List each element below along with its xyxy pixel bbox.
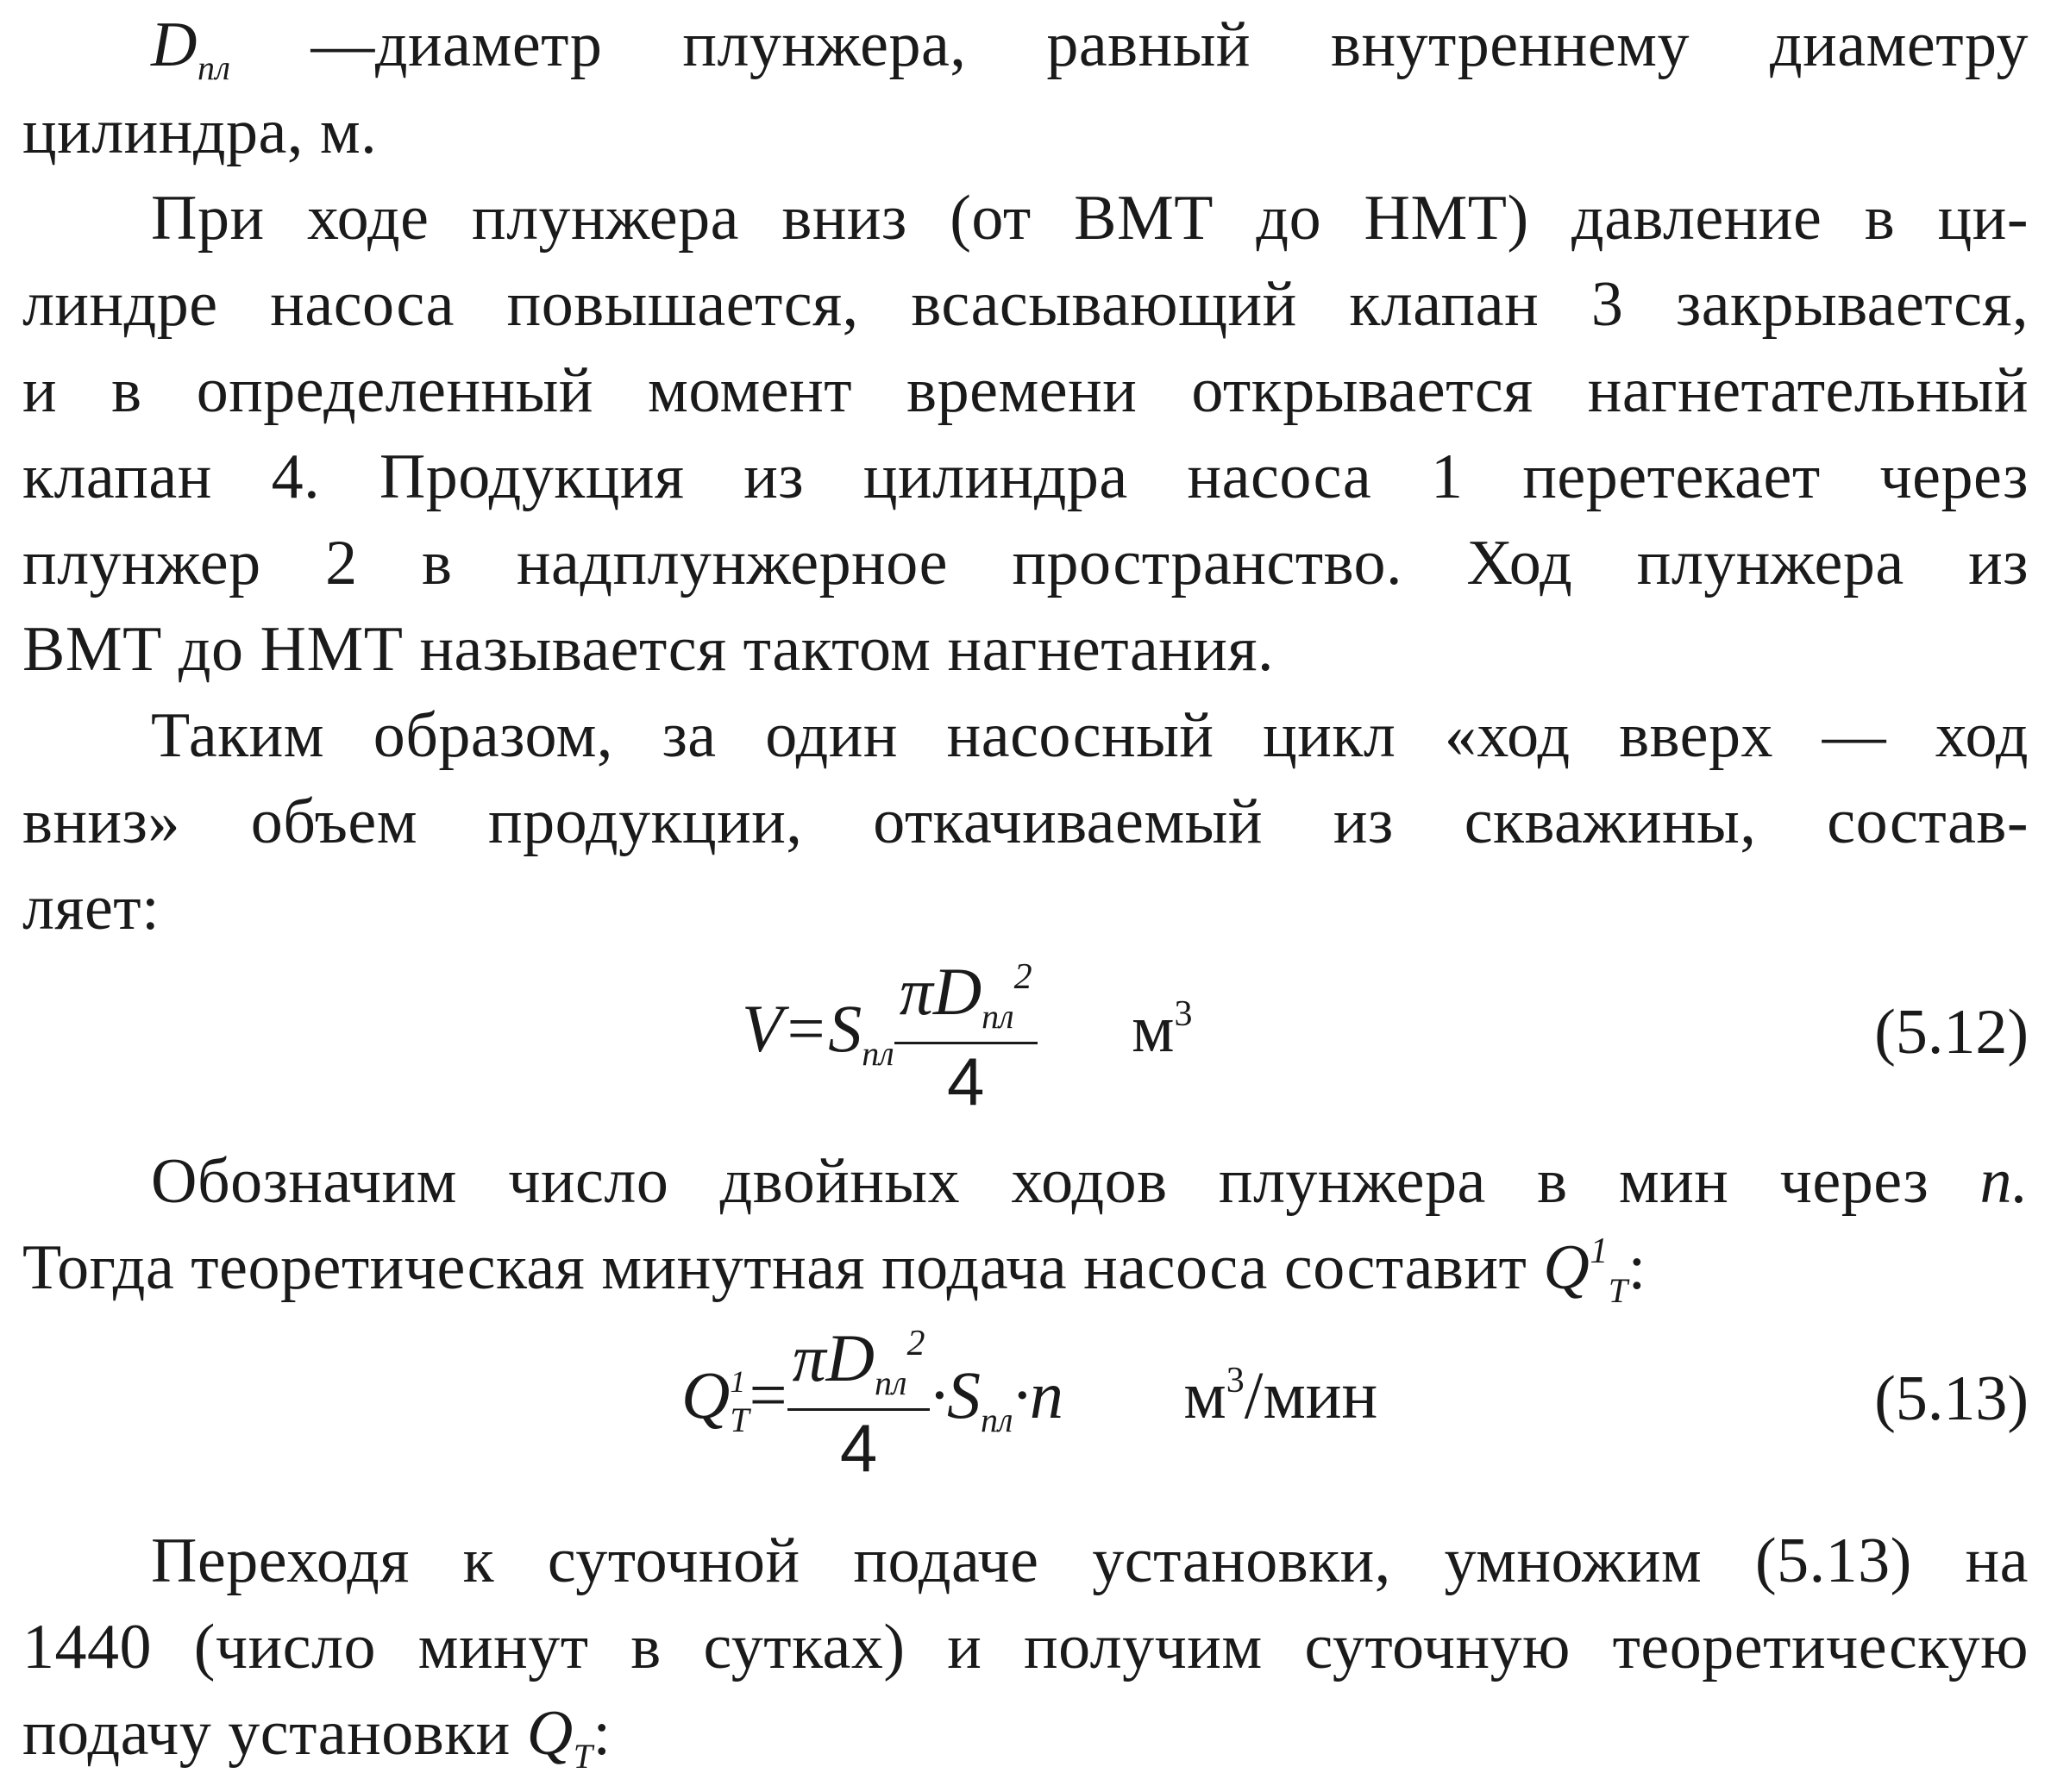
eq512-unit: $м^3$ xyxy=(1132,990,1193,1066)
eq513-numerator: $\pi D_{пл}^2$ xyxy=(787,1319,931,1411)
para2-line1: При ходе плунжера вниз (от ВМТ до НМТ) давление в ци- xyxy=(151,183,2029,254)
equation-5-13 xyxy=(681,1319,1377,1485)
para3-line1: Таким образом, за один насосный цикл «ход вверх — ход xyxy=(151,700,2029,771)
equation-number-5-12: (5.12) xyxy=(1874,997,2029,1068)
para4-line1: Обозначим число двойных ходов плунжера в мин через n. xyxy=(151,1146,2029,1217)
eq512-denominator: 4 xyxy=(946,1043,985,1119)
para4-line2: Тогда теоретическая минутная подача насоса составит $Q^1_T$: xyxy=(22,1231,1646,1310)
eq513-s-sub: пл xyxy=(980,1400,1013,1439)
eq513-equals: = xyxy=(749,1357,787,1432)
para2-line5: плунжер 2 в надплунжерное пространство. Ход плунжера из xyxy=(22,528,2029,598)
eq513-n: ·n xyxy=(1013,1357,1063,1432)
eq513-s: ·S xyxy=(930,1357,981,1432)
eq513-fraction xyxy=(787,1319,931,1485)
para1-line2: цилиндра, м. xyxy=(22,97,378,167)
para2-line6: ВМТ до НМТ называется тактом нагнетания. xyxy=(22,614,1275,685)
eq512-s-subscript: пл xyxy=(862,1033,894,1073)
para5-line2: 1440 (число минут в сутках) и получим суточную теоретическую xyxy=(22,1612,2029,1682)
para5-line1: Переходя к суточной подаче установки, умножим (5.13) на xyxy=(151,1526,2029,1596)
para1-line1 xyxy=(151,2,2029,97)
equation-number-5-13: (5.13) xyxy=(1874,1363,2029,1434)
para2-line2: линдре насоса повышается, всасывающий клапан 3 закрывается, xyxy=(22,269,2029,340)
para3-line3: ляет: xyxy=(22,873,160,943)
para1-line1-text: —диаметр плунжера, равный внутреннему диаметру xyxy=(310,9,2029,80)
eq513-q-sup: 1 xyxy=(730,1363,746,1399)
para3-line2: вниз» объем продукции, откачиваемый из скважины, состав- xyxy=(22,786,2029,857)
eq513-q-sub: T xyxy=(730,1400,750,1439)
equation-5-12 xyxy=(742,953,1192,1118)
symbol-d: D xyxy=(151,9,198,80)
eq513-unit: $м^3$/мин xyxy=(1183,1357,1378,1432)
para2-line3: и в определенный момент времени открывается нагнетательный xyxy=(22,355,2029,426)
para2-line4: клапан 4. Продукция из цилиндра насоса 1 перетекает через xyxy=(22,442,2029,512)
eq513-denominator: 4 xyxy=(839,1410,878,1486)
symbol-d-subscript: пл xyxy=(197,48,231,87)
eq513-q: Q xyxy=(681,1357,731,1432)
eq512-fraction xyxy=(894,953,1038,1118)
eq512-lhs: V=S xyxy=(742,990,862,1066)
eq512-numerator: $\pi D_{пл}^2$ xyxy=(894,953,1038,1044)
para5-line3: подачу установки $Q_T$: xyxy=(22,1698,612,1776)
